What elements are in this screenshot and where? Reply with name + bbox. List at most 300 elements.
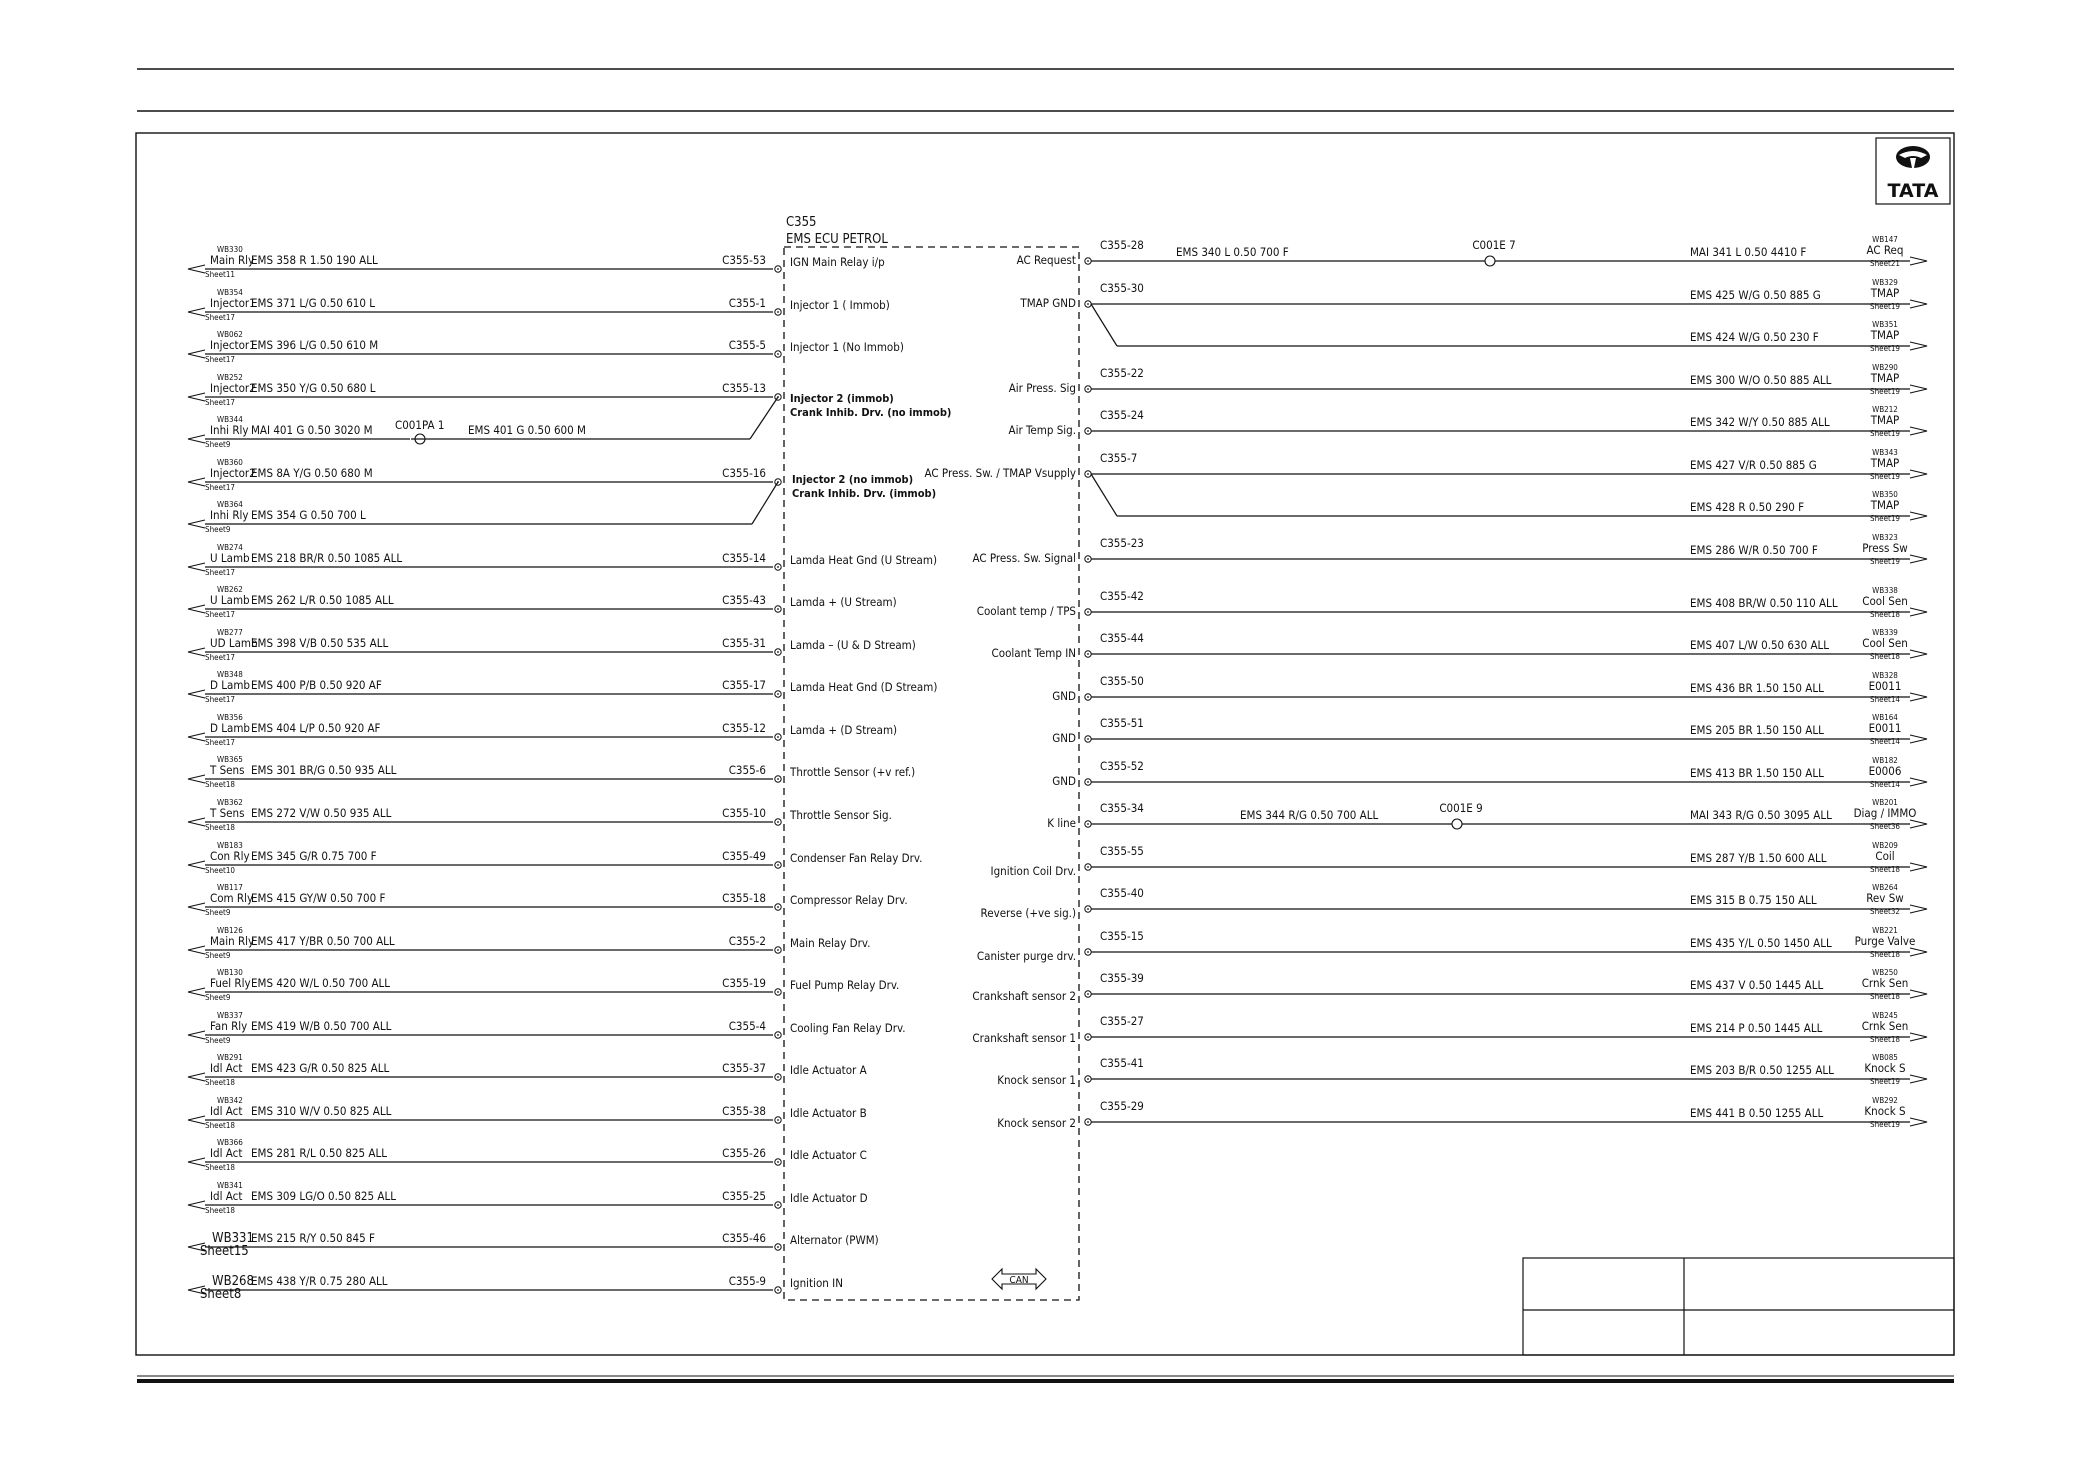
sheet-ref: Sheet15	[200, 1244, 249, 1259]
pin-function-bold: Crank Inhib. Drv. (no immob)	[790, 406, 952, 419]
left-wire-row	[188, 1274, 843, 1302]
off-sheet-arrow	[188, 393, 205, 401]
pin-label: C355-25	[722, 1189, 766, 1203]
ecu-name: EMS ECU PETROL	[786, 232, 888, 247]
wire-id: WB356	[217, 713, 243, 722]
pin-function: Canister purge drv.	[976, 949, 1076, 963]
sheet-ref: Sheet17	[205, 610, 235, 619]
pin-label: C355-18	[722, 891, 766, 905]
sheet-ref: Sheet17	[205, 313, 235, 322]
wire-id: WB338	[1872, 586, 1898, 595]
sheet-ref: Sheet9	[205, 951, 231, 960]
pin-function: Compressor Relay Drv.	[790, 893, 908, 907]
pin-function: GND	[1052, 731, 1076, 745]
pin-function: Throttle Sensor (+v ref.)	[790, 765, 916, 779]
wire-id: WB201	[1872, 798, 1898, 807]
wire-id: WB329	[1872, 278, 1898, 287]
pin-function: Fuel Pump Relay Drv.	[790, 978, 900, 992]
off-sheet-arrow	[1910, 735, 1927, 743]
off-sheet-arrow	[188, 903, 205, 911]
circuit-label: EMS 218 BR/R 0.50 1085 ALL	[251, 551, 403, 565]
wire-dest: Com Rly	[210, 891, 254, 905]
pin-function: Crankshaft sensor 2	[972, 989, 1076, 1003]
wire-dest: UD Lamb	[210, 636, 258, 650]
off-sheet-arrow	[188, 1073, 205, 1081]
wire-dest: AC Req	[1866, 243, 1904, 257]
wire-id: WB147	[1872, 235, 1898, 244]
off-sheet-arrow	[1910, 820, 1927, 828]
left-wire-row	[188, 1231, 879, 1259]
pin-label: C355-55	[1100, 844, 1144, 858]
wire-dest: D Lamb	[210, 678, 251, 692]
left-wire-row	[188, 1138, 867, 1172]
circuit-label: EMS 428 R 0.50 290 F	[1690, 500, 1805, 514]
sheet-ref: Sheet17	[205, 568, 235, 577]
right-wire-row	[991, 841, 1927, 878]
left-wire-row	[188, 628, 916, 662]
wire-id: WB264	[1872, 883, 1898, 892]
wire-dest: Main Rly	[210, 253, 255, 267]
pin-function: Coolant temp / TPS	[976, 604, 1076, 618]
wire-id: WB342	[217, 1096, 243, 1105]
pin-label: C355-6	[728, 763, 766, 777]
pin-label: C355-28	[1100, 238, 1144, 252]
wire-dest: TMAP	[1870, 328, 1900, 342]
sheet-ref: Sheet9	[205, 440, 231, 449]
left-wire-row	[188, 458, 781, 492]
inline-connector-label: C001E 9	[1439, 801, 1483, 815]
off-sheet-arrow	[188, 1158, 205, 1166]
circuit-label: EMS 417 Y/BR 0.50 700 ALL	[251, 934, 395, 948]
pin-label: C355-44	[1100, 631, 1144, 645]
pin-function: Main Relay Drv.	[790, 936, 871, 950]
wire-id: WB221	[1872, 926, 1898, 935]
wire-id: WB290	[1872, 363, 1898, 372]
wire-id: WB183	[217, 841, 243, 850]
left-wire-row	[188, 288, 890, 322]
pin-label: C355-14	[722, 551, 766, 565]
off-sheet-arrow	[188, 435, 205, 443]
wire-dest: Injector1	[210, 296, 256, 310]
off-sheet-arrow	[1910, 427, 1927, 435]
pin-function: GND	[1052, 689, 1076, 703]
wire-id: WB117	[217, 883, 243, 892]
wire-dest: TMAP	[1870, 498, 1900, 512]
circuit-label: EMS 435 Y/L 0.50 1450 ALL	[1690, 936, 1832, 950]
wire-dest: Knock S	[1864, 1061, 1906, 1075]
sheet-ref: Sheet19	[1870, 472, 1900, 481]
wire-dest: Idl Act	[210, 1146, 243, 1160]
sheet-ref: Sheet18	[1870, 652, 1900, 661]
pin-function: Lamda + (D Stream)	[790, 723, 898, 737]
circuit-label: EMS 438 Y/R 0.75 280 ALL	[251, 1274, 388, 1288]
right-wire-row	[992, 628, 1927, 661]
wire-dest: TMAP	[1870, 371, 1900, 385]
wire-id: WB250	[1872, 968, 1898, 977]
circuit-label: EMS 413 BR 1.50 150 ALL	[1690, 766, 1824, 780]
left-wire-row	[188, 1011, 906, 1045]
circuit-label: EMS 407 L/W 0.50 630 ALL	[1690, 638, 1830, 652]
circuit-label: EMS 408 BR/W 0.50 110 ALL	[1690, 596, 1838, 610]
right-wire-row	[1052, 713, 1927, 746]
wire-id: WB343	[1872, 448, 1898, 457]
right-wire-row	[1052, 671, 1927, 704]
wire-dest: Idl Act	[210, 1061, 243, 1075]
sheet-ref: Sheet8	[200, 1287, 242, 1302]
right-wire-row	[1052, 756, 1927, 789]
sheet-ref: Sheet18	[205, 1078, 235, 1087]
sheet-ref: Sheet9	[205, 908, 231, 917]
circuit-label: EMS 203 B/R 0.50 1255 ALL	[1690, 1063, 1834, 1077]
circuit-label: EMS 400 P/B 0.50 920 AF	[251, 678, 382, 692]
pin-label: C355-27	[1100, 1014, 1144, 1028]
off-sheet-arrow	[1910, 555, 1927, 563]
pin-label: C355-23	[1100, 536, 1144, 550]
circuit-label: EMS 427 V/R 0.50 885 G	[1690, 458, 1817, 472]
sheet-ref: Sheet17	[205, 738, 235, 747]
circuit-label: EMS 404 L/P 0.50 920 AF	[251, 721, 381, 735]
pin-label: C355-49	[722, 849, 766, 863]
pin-label: C355-15	[1100, 929, 1144, 943]
pin-function: TMAP GND	[1020, 296, 1076, 310]
pin-label: C355-39	[1100, 971, 1144, 985]
pin-function: Lamda – (U & D Stream)	[790, 638, 916, 652]
right-wire-row	[972, 968, 1927, 1003]
mid-circuit-label: EMS 340 L 0.50 700 F	[1176, 245, 1289, 259]
pin-function: Reverse (+ve sig.)	[980, 906, 1076, 920]
off-sheet-arrow	[1910, 650, 1927, 658]
circuit-label: EMS 281 R/L 0.50 825 ALL	[251, 1146, 388, 1160]
wire-id: WB268	[212, 1274, 254, 1289]
pin-function: IGN Main Relay i/p	[790, 255, 885, 269]
right-wire-row	[1009, 405, 1927, 438]
sheet-ref: Sheet10	[205, 866, 235, 875]
right-wire-row	[972, 1011, 1927, 1045]
wire-id: WB291	[217, 1053, 243, 1062]
wire-dest: Knock S	[1864, 1104, 1906, 1118]
wire-id: WB328	[1872, 671, 1898, 680]
wire-dest: Rev Sw	[1866, 891, 1904, 905]
sheet-ref: Sheet19	[1870, 557, 1900, 566]
sheet-ref: Sheet19	[1870, 302, 1900, 311]
left-wire-row	[188, 926, 870, 960]
pin-function: Idle Actuator B	[790, 1106, 867, 1120]
circuit-label: EMS 345 G/R 0.75 700 F	[251, 849, 377, 863]
off-sheet-arrow	[1910, 470, 1927, 478]
pin-function: Coolant Temp IN	[991, 646, 1076, 660]
wire-dest: Injector2	[210, 381, 256, 395]
off-sheet-arrow	[188, 478, 205, 486]
pin-label: C355-30	[1100, 281, 1144, 295]
right-wire-row	[1117, 490, 1927, 523]
wire-dest: Inhi Rly	[210, 508, 249, 522]
wire-dest: D Lamb	[210, 721, 251, 735]
pin-function-bold: Injector 2 (no immob)	[792, 473, 914, 486]
sheet-ref: Sheet18	[205, 1163, 235, 1172]
sheet-ref: Sheet19	[1870, 1077, 1900, 1086]
pin-label: C355-10	[722, 806, 766, 820]
sheet-ref: Sheet18	[205, 780, 235, 789]
pin-label: C355-5	[728, 338, 766, 352]
tata-logo	[1876, 138, 1950, 204]
sheet-ref: Sheet18	[1870, 1035, 1900, 1044]
off-sheet-arrow	[188, 563, 205, 571]
wire-dest: E0011	[1868, 721, 1902, 735]
wire-dest: Cool Sen	[1862, 594, 1908, 608]
wire-id: WB366	[217, 1138, 243, 1147]
wire-id: WB354	[217, 288, 243, 297]
off-sheet-arrow	[188, 1201, 205, 1209]
wire-id: WB252	[217, 373, 243, 382]
pin-label: C355-29	[1100, 1099, 1144, 1113]
wire-dest: TMAP	[1870, 286, 1900, 300]
right-wire-row	[1117, 320, 1927, 353]
right-wire-row	[1019, 278, 1927, 311]
off-sheet-arrow	[188, 818, 205, 826]
wire-dest: Injector1	[210, 338, 256, 352]
left-wire-row	[188, 415, 410, 449]
pin-function: K line	[1047, 816, 1076, 830]
right-wire-row	[1047, 798, 1927, 831]
title-block	[1523, 1258, 1954, 1355]
circuit-label: EMS 437 V 0.50 1445 ALL	[1690, 978, 1824, 992]
sheet-ref: Sheet14	[1870, 695, 1900, 704]
pin-label: C355-2	[728, 934, 766, 948]
wire-id: WB348	[217, 670, 243, 679]
off-sheet-arrow	[188, 605, 205, 613]
mid-circuit-label: EMS 344 R/G 0.50 700 ALL	[1240, 808, 1379, 822]
pin-function: Idle Actuator D	[790, 1191, 868, 1205]
right-wire-group	[925, 235, 1927, 1130]
circuit-label: EMS 425 W/G 0.50 885 G	[1690, 288, 1821, 302]
circuit-label: EMS 396 L/G 0.50 610 M	[251, 338, 379, 352]
pin-label: C355-38	[722, 1104, 766, 1118]
pin-label: C355-13	[722, 381, 766, 395]
pin-function: Knock sensor 2	[997, 1116, 1076, 1130]
off-sheet-arrow	[188, 648, 205, 656]
right-wire-row	[1009, 363, 1927, 396]
wire-id: WB362	[217, 798, 243, 807]
off-sheet-arrow	[188, 988, 205, 996]
sheet-ref: Sheet18	[205, 1206, 235, 1215]
sheet-ref: Sheet18	[1870, 865, 1900, 874]
pin-label: C355-22	[1100, 366, 1144, 380]
sheet-ref: Sheet17	[205, 483, 235, 492]
pin-label: C355-16	[722, 466, 766, 480]
circuit-label: EMS 309 LG/O 0.50 825 ALL	[251, 1189, 396, 1203]
circuit-label: EMS 315 B 0.75 150 ALL	[1690, 893, 1817, 907]
circuit-label: EMS 419 W/B 0.50 700 ALL	[251, 1019, 392, 1033]
wire-id: WB360	[217, 458, 243, 467]
wire-dest: Coil	[1875, 849, 1895, 863]
circuit-label: EMS 354 G 0.50 700 L	[251, 508, 366, 522]
pin-label: C355-43	[722, 593, 766, 607]
off-sheet-arrow	[188, 265, 205, 273]
sheet-ref: Sheet17	[205, 695, 235, 704]
wire-dest: Purge Valve	[1854, 934, 1916, 948]
off-sheet-arrow	[188, 946, 205, 954]
circuit-label: EMS 215 R/Y 0.50 845 F	[251, 1231, 375, 1245]
circuit-label: EMS 415 GY/W 0.50 700 F	[251, 891, 386, 905]
logo-text: TATA	[1887, 180, 1939, 202]
wire-id: WB277	[217, 628, 243, 637]
splice-group	[395, 392, 951, 524]
circuit-label: EMS 350 Y/G 0.50 680 L	[251, 381, 376, 395]
pin-label: C355-12	[722, 721, 766, 735]
left-wire-row	[188, 245, 885, 279]
left-wire-row	[188, 713, 897, 747]
pin-function: Cooling Fan Relay Drv.	[790, 1021, 906, 1035]
circuit-label: EMS 272 V/W 0.50 935 ALL	[251, 806, 392, 820]
inline-connector	[1452, 819, 1462, 829]
drawing-frame	[136, 133, 1954, 1355]
off-sheet-arrow	[1910, 863, 1927, 871]
sheet-ref: Sheet36	[1870, 822, 1900, 831]
circuit-label: EMS 441 B 0.50 1255 ALL	[1690, 1106, 1824, 1120]
wire-dest: E0011	[1868, 679, 1902, 693]
left-wire-row	[188, 841, 922, 875]
pin-function: Idle Actuator A	[790, 1063, 867, 1077]
pin-label: C355-9	[728, 1274, 766, 1288]
wire-dest: Main Rly	[210, 934, 255, 948]
wire-id: WB062	[217, 330, 243, 339]
right-wire-row	[997, 1053, 1927, 1087]
pin-label: C355-41	[1100, 1056, 1144, 1070]
off-sheet-arrow	[1910, 990, 1927, 998]
right-wire-row	[977, 926, 1927, 963]
left-wire-row	[188, 670, 937, 704]
splice-wire	[750, 397, 778, 439]
pin-label: C355-51	[1100, 716, 1144, 730]
sheet-ref: Sheet17	[205, 355, 235, 364]
pin-label: C355-52	[1100, 759, 1144, 773]
pin-function-bold: Crank Inhib. Drv. (immob)	[792, 487, 937, 500]
circuit-label: MAI 401 G 0.50 3020 M	[251, 423, 373, 437]
off-sheet-arrow	[1910, 342, 1927, 350]
pin-label: C355-50	[1100, 674, 1144, 688]
pin-label: C355-17	[722, 678, 766, 692]
off-sheet-arrow	[188, 775, 205, 783]
wire-dest: Crnk Sen	[1861, 976, 1909, 990]
wire-id: WB182	[1872, 756, 1898, 765]
right-wire-row	[981, 883, 1927, 920]
circuit-label: EMS 342 W/Y 0.50 885 ALL	[1690, 415, 1830, 429]
pin-function: Alternator (PWM)	[790, 1233, 879, 1247]
left-wire-row	[188, 330, 904, 364]
pin-function: GND	[1052, 774, 1076, 788]
sheet-ref: Sheet19	[1870, 514, 1900, 523]
wire-id: WB209	[1872, 841, 1898, 850]
circuit-label: EMS 310 W/V 0.50 825 ALL	[251, 1104, 392, 1118]
ecu-code: C355	[786, 215, 817, 230]
off-sheet-arrow	[188, 308, 205, 316]
left-wire-row	[188, 373, 781, 407]
wire-dest: Diag / IMMO	[1853, 806, 1917, 820]
wire-dest: TMAP	[1870, 456, 1900, 470]
off-sheet-arrow	[1910, 778, 1927, 786]
pin-function: Ignition Coil Drv.	[990, 864, 1076, 878]
pin-label: C355-31	[722, 636, 766, 650]
wire-id: WB365	[217, 755, 243, 764]
branch-wire	[1091, 304, 1117, 346]
left-wire-row	[188, 500, 410, 534]
left-wire-row	[188, 968, 899, 1002]
pin-function: Injector 1 ( Immob)	[790, 298, 890, 312]
off-sheet-arrow	[188, 1116, 205, 1124]
circuit-label: MAI 343 R/G 0.50 3095 ALL	[1690, 808, 1832, 822]
circuit-label: EMS 214 P 0.50 1445 ALL	[1690, 1021, 1823, 1035]
sheet-ref: Sheet9	[205, 525, 231, 534]
circuit-label: EMS 436 BR 1.50 150 ALL	[1690, 681, 1824, 695]
circuit-label: EMS 424 W/G 0.50 230 F	[1690, 330, 1819, 344]
wire-id: WB341	[217, 1181, 243, 1190]
circuit-label: EMS 286 W/R 0.50 700 F	[1690, 543, 1818, 557]
circuit-label: EMS 371 L/G 0.50 610 L	[251, 296, 376, 310]
off-sheet-arrow	[1910, 608, 1927, 616]
circuit-label: EMS 398 V/B 0.50 535 ALL	[251, 636, 389, 650]
left-wire-row	[188, 585, 897, 619]
sheet-ref: Sheet14	[1870, 737, 1900, 746]
sheet-ref: Sheet17	[205, 653, 235, 662]
off-sheet-arrow	[1910, 693, 1927, 701]
pin-label: C355-7	[1100, 451, 1138, 465]
pin-label: C355-26	[722, 1146, 766, 1160]
circuit-label: EMS 420 W/L 0.50 700 ALL	[251, 976, 391, 990]
wire-id: WB126	[217, 926, 243, 935]
circuit-label: MAI 341 L 0.50 4410 F	[1690, 245, 1807, 259]
sheet-ref: Sheet32	[1870, 907, 1900, 916]
pin-label: C355-34	[1100, 801, 1144, 815]
pin-function: AC Press. Sw. / TMAP Vsupply	[924, 466, 1076, 480]
off-sheet-arrow	[1910, 948, 1927, 956]
off-sheet-arrow	[1910, 905, 1927, 913]
pin-label: C355-1	[728, 296, 766, 310]
off-sheet-arrow	[188, 861, 205, 869]
wire-id: WB331	[212, 1231, 254, 1246]
off-sheet-arrow	[1910, 512, 1927, 520]
circuit-label: EMS 8A Y/G 0.50 680 M	[251, 466, 373, 480]
wire-id: WB292	[1872, 1096, 1898, 1105]
off-sheet-arrow	[188, 733, 205, 741]
splice-wire	[752, 482, 778, 524]
sheet-ref: Sheet18	[205, 823, 235, 832]
sheet-ref: Sheet11	[205, 270, 235, 279]
off-sheet-arrow	[1910, 1075, 1927, 1083]
off-sheet-arrow	[1910, 1033, 1927, 1041]
circuit-label: EMS 423 G/R 0.50 825 ALL	[251, 1061, 390, 1075]
wire-dest: Crnk Sen	[1861, 1019, 1909, 1033]
wire-id: WB350	[1872, 490, 1898, 499]
inline-connector-label: C001E 7	[1472, 238, 1516, 252]
pin-function: Crankshaft sensor 1	[972, 1031, 1076, 1045]
wire-id: WB364	[217, 500, 243, 509]
left-wire-row	[188, 755, 915, 789]
wire-id: WB344	[217, 415, 243, 424]
sheet-ref: Sheet14	[1870, 780, 1900, 789]
sheet-ref: Sheet18	[205, 1121, 235, 1130]
left-wire-row	[188, 1053, 867, 1087]
pin-label: C355-37	[722, 1061, 766, 1075]
left-wire-row	[188, 798, 892, 832]
pin-label: C355-40	[1100, 886, 1144, 900]
sheet-ref: Sheet19	[1870, 1120, 1900, 1129]
off-sheet-arrow	[1910, 385, 1927, 393]
pin-function: Injector 1 (No Immob)	[790, 340, 904, 354]
left-wire-row	[188, 543, 937, 577]
wire-dest: Idl Act	[210, 1104, 243, 1118]
pin-label: C355-46	[722, 1231, 766, 1245]
sheet-ref: Sheet19	[1870, 387, 1900, 396]
